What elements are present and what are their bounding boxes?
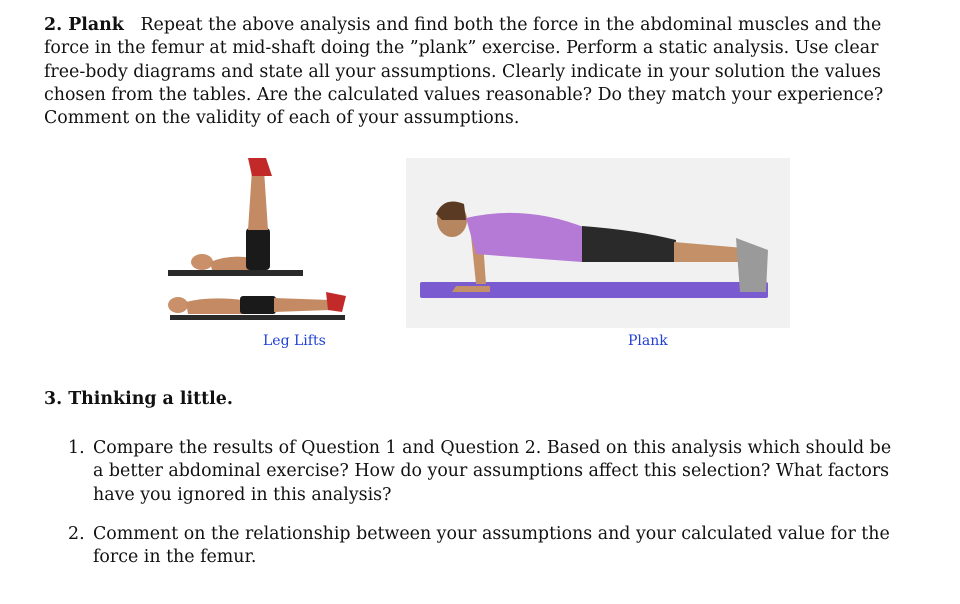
- legs-upper: [248, 170, 268, 230]
- exercise-mat-lower: [170, 315, 345, 320]
- legs-lower: [274, 298, 330, 312]
- section-2-paragraph: [44, 14, 924, 130]
- section-2-heading: 2. Plank: [44, 15, 124, 35]
- plank-image: [406, 158, 790, 328]
- shorts-lower: [240, 296, 276, 314]
- leggings: [582, 226, 676, 262]
- leg-lifts-caption: Leg Lifts: [263, 333, 326, 349]
- list-item-text: Comment on the relationship between your assumptions and your calculated value for the force in the femur.: [93, 524, 890, 568]
- list-item-number: 2.: [68, 524, 85, 544]
- lower-legs: [674, 242, 744, 262]
- leg-lifts-image: [160, 150, 360, 330]
- plank-illustration: [406, 158, 790, 328]
- hair: [436, 202, 466, 220]
- shorts-upper: [246, 228, 270, 270]
- head-upper: [191, 254, 213, 270]
- shoes-upper: [248, 158, 272, 176]
- sneakers: [736, 238, 768, 292]
- torso-upper: [210, 257, 252, 270]
- list-item-number: 1.: [68, 438, 85, 458]
- section-3-heading: 3. Thinking a little.: [44, 389, 233, 409]
- plank-caption: Plank: [628, 333, 668, 349]
- section-2-body: Repeat the above analysis and find both the force in the abdominal muscles and the force in the femur at mid-shaft doing the ”plank” exercise. Perform a static analysis. Use clear free-body diagrams and state all your assumptions. Clearly indicate in your solution the values chosen from the tables. Are the calculated values reasonable? Do they match your experience? Comment on the validity of each of your assumptions.: [44, 15, 884, 129]
- head-lower: [168, 297, 188, 313]
- forearms: [452, 286, 490, 292]
- shoes-lower: [326, 292, 346, 312]
- exercise-mat-upper: [168, 270, 303, 276]
- list-item-text: Compare the results of Question 1 and Question 2. Based on this analysis which should be a better abdominal exercise? How do your assumptions affect this selection? What factors have you ignored in this analysis?: [93, 438, 892, 505]
- torso-lower: [186, 298, 242, 314]
- leg-lifts-illustration: [160, 150, 360, 330]
- shirt: [466, 213, 586, 262]
